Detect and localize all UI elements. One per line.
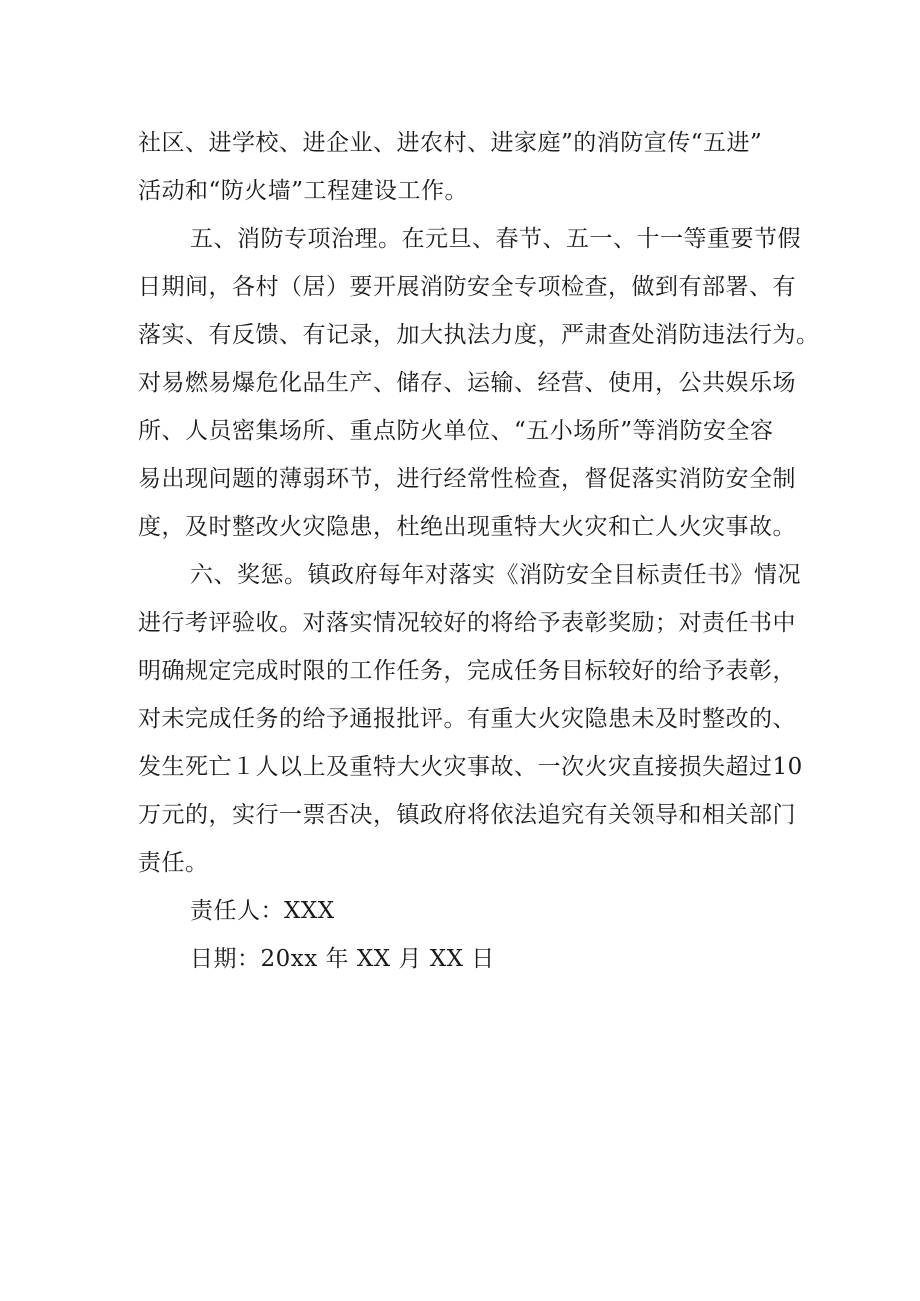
paragraph-6-line-2: 进行考评验收。对落实情况较好的将给予表彰奖励；对责任书中 — [138, 610, 796, 636]
paragraph-5-line-1: 五、消防专项治理。在元旦、春节、五一、十一等重要节假 — [190, 226, 801, 252]
paragraph-5-line-4: 对易燃易爆危化品生产、储存、运输、经营、使用，公共娱乐场 — [138, 370, 796, 396]
paragraph-6-line-3: 明确规定完成时限的工作任务，完成任务目标较好的给予表彰， — [138, 658, 796, 684]
paragraph-6-line-1: 六、奖惩。镇政府每年对落实《消防安全目标责任书》情况 — [190, 562, 801, 588]
paragraph-6-line-6: 万元的，实行一票否决，镇政府将依法追究有关领导和相关部门 — [138, 802, 796, 828]
paragraph-6-line-4: 对未完成任务的给予通报批评。有重大火灾隐患未及时整改的、 — [138, 706, 796, 732]
paragraph-4-line-2: 活动和“防火墙”工程建设工作。 — [138, 178, 469, 204]
paragraph-5-line-2: 日期间，各村（居）要开展消防安全专项检查，做到有部署、有 — [138, 274, 796, 300]
paragraph-6-line-7: 责任。 — [138, 850, 209, 876]
paragraph-5-line-7: 度，及时整改火灾隐患，杜绝出现重特大火灾和亡人火灾事故。 — [138, 514, 796, 540]
document-body — [138, 119, 820, 983]
signature-responsible: 责任人：XXX — [190, 898, 335, 924]
paragraph-4-line-1: 社区、进学校、进企业、进农村、进家庭”的消防宣传“五进” — [138, 130, 763, 156]
paragraph-5-line-5: 所、人员密集场所、重点防火单位、“五小场所”等消防安全容 — [138, 418, 774, 444]
signature-date: 日期：20xx 年 XX 月 XX 日 — [190, 946, 495, 972]
paragraph-6-line-5: 发生死亡１人以上及重特大火灾事故、一次火灾直接损失超过10 — [138, 754, 803, 780]
paragraph-5-line-6: 易出现问题的薄弱环节，进行经常性检查，督促落实消防安全制 — [138, 466, 796, 492]
paragraph-5-line-3: 落实、有反馈、有记录，加大执法力度，严肃查处消防违法行为。 — [138, 322, 820, 348]
